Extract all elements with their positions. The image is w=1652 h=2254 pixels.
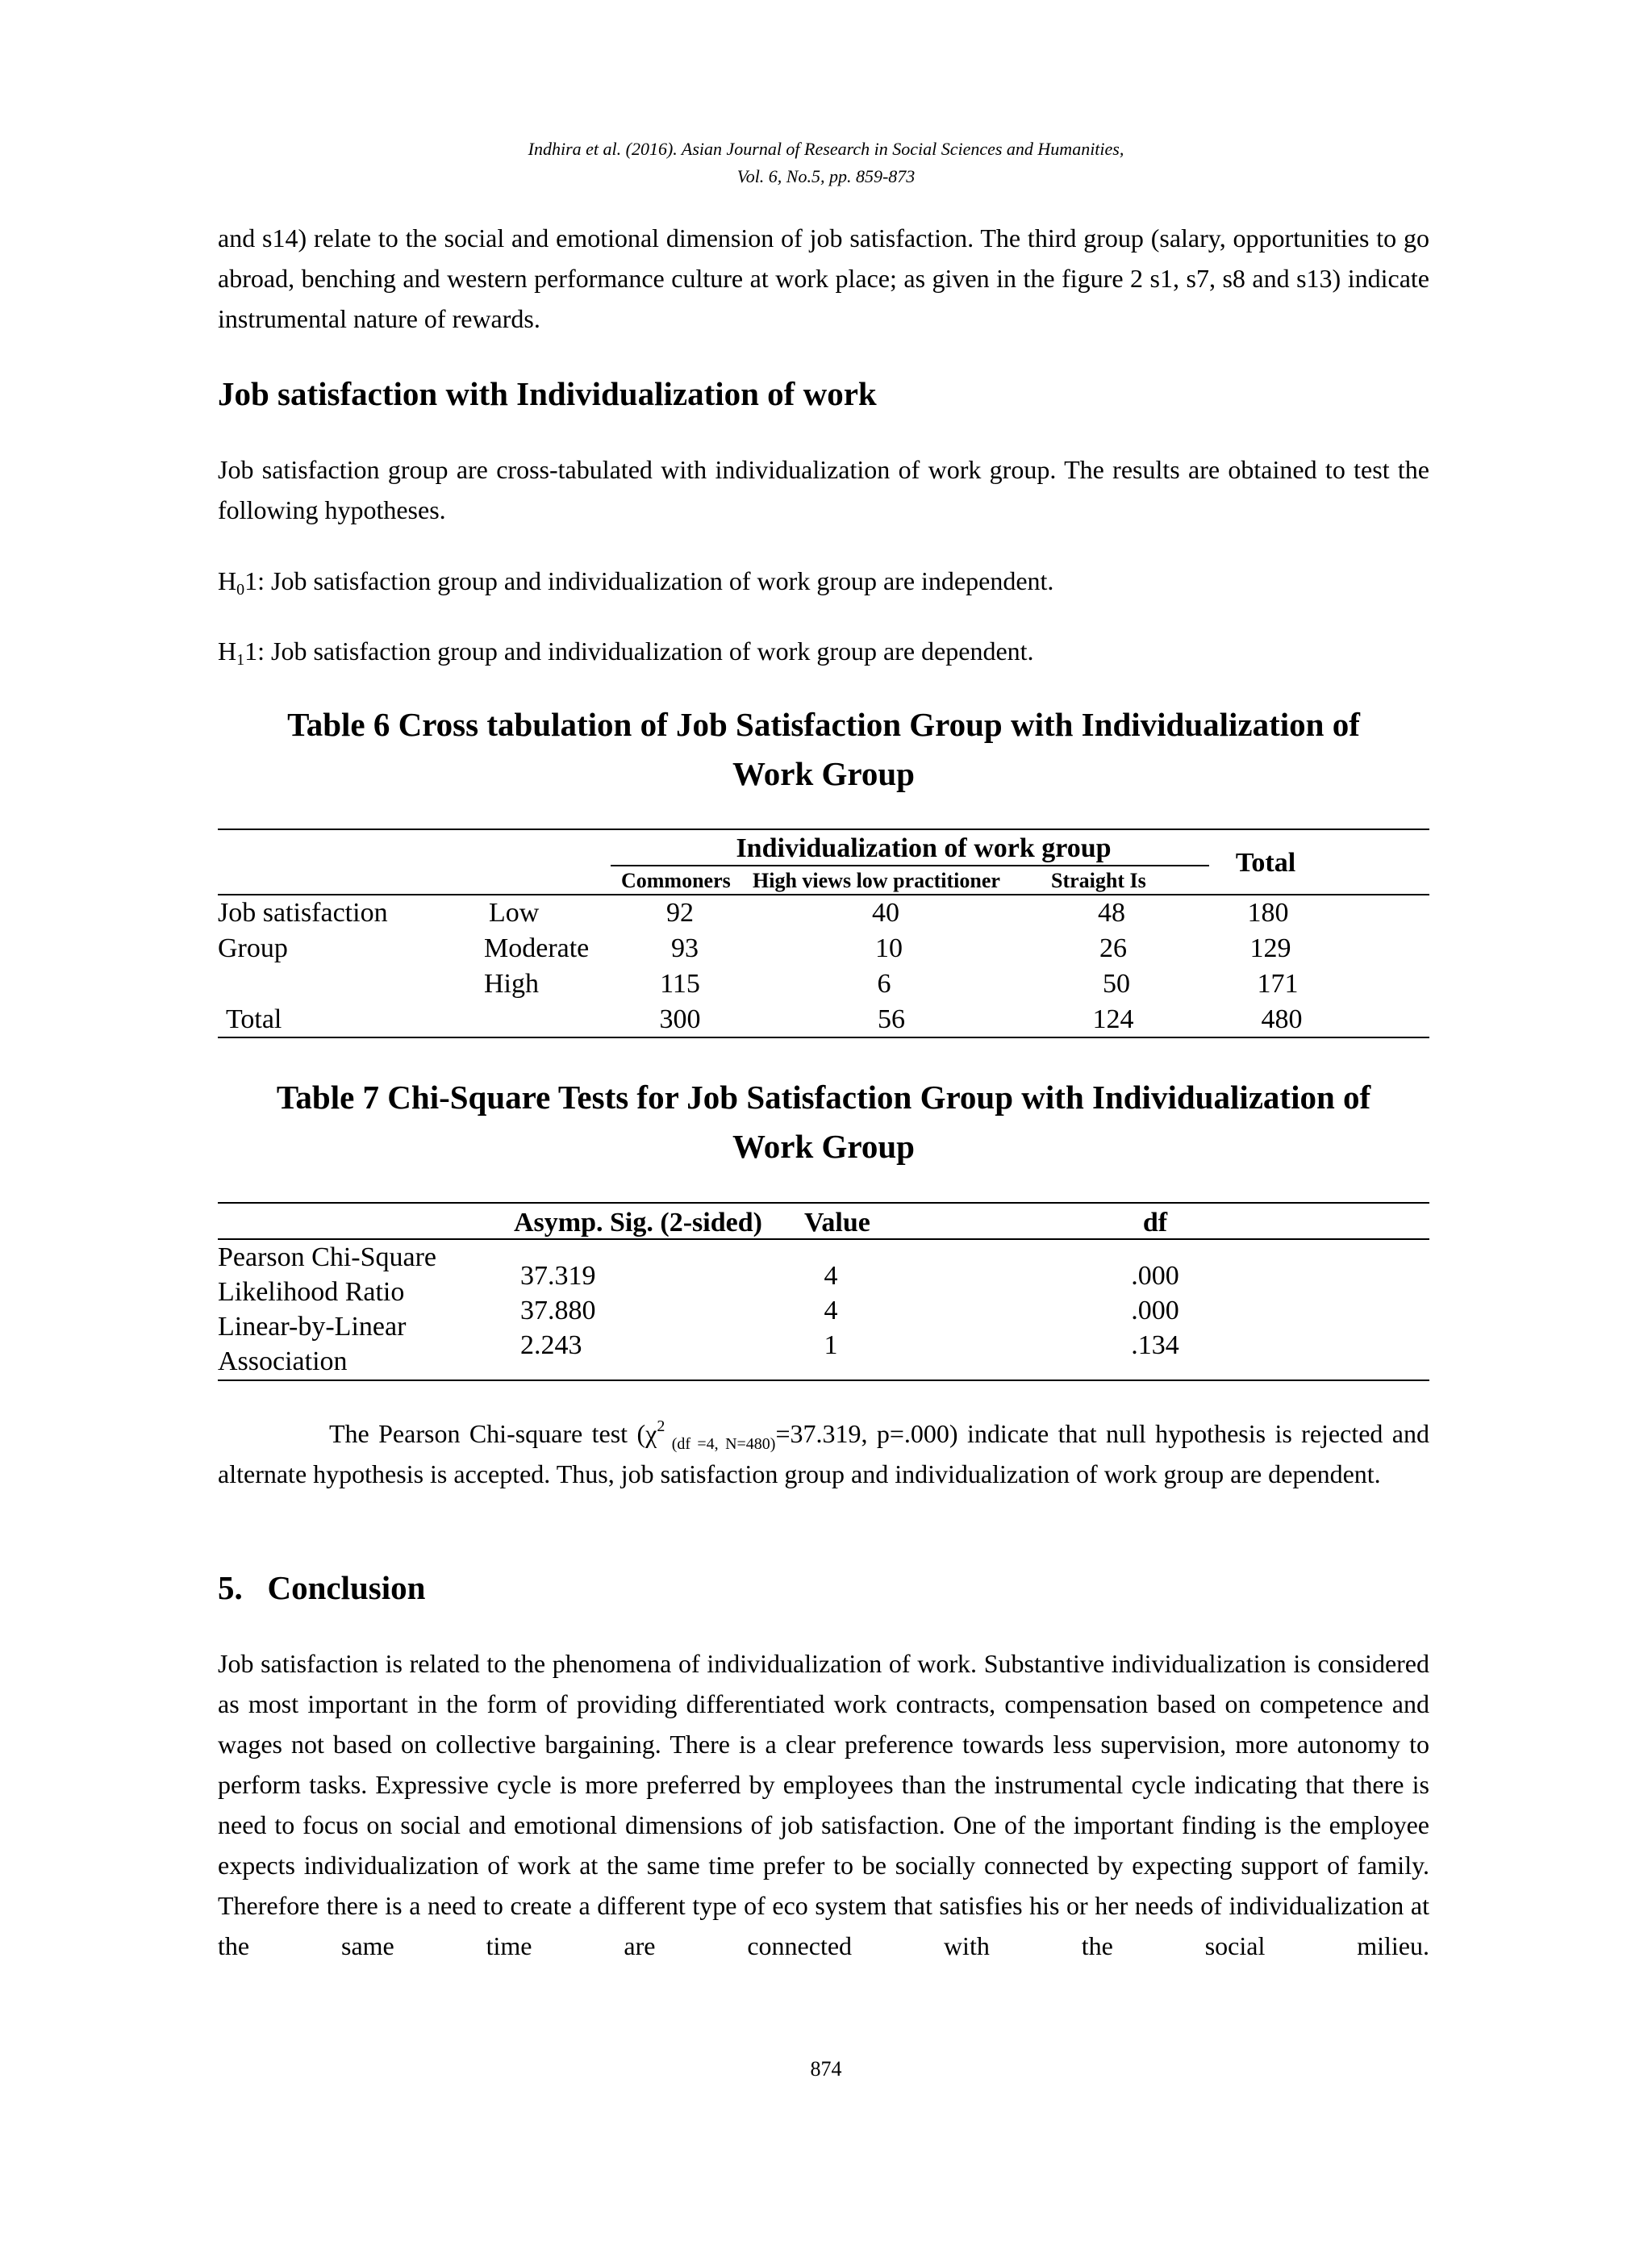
table7-header-df: df xyxy=(1142,1208,1168,1238)
h1-prefix: H xyxy=(218,637,237,666)
table6-row-label-line1: Job satisfaction xyxy=(218,898,388,928)
result-text-part2: =37.319, p=.000) indicate that null hypothesis is rejected and alternate hypothesis is accepted. Thus, job satisfaction group and individualization of work group are dependent. xyxy=(218,1419,1430,1488)
table7-cell: .134 xyxy=(1131,1330,1179,1360)
table6-level-moderate: Moderate xyxy=(484,933,590,963)
table7-header-value: Value xyxy=(804,1208,870,1238)
hypothesis-h1 xyxy=(218,631,1034,671)
table6-cell: 93 xyxy=(671,933,699,963)
running-header xyxy=(0,136,1652,190)
table7-caption-line2: Work Group xyxy=(732,1128,915,1165)
table6-cell: 92 xyxy=(666,898,694,928)
table6-top-rule xyxy=(218,829,1429,830)
table6-cell: 40 xyxy=(872,898,899,928)
h1-text: 1: Job satisfaction group and individualization of work group are dependent. xyxy=(244,637,1034,666)
table7-row-label: Pearson Chi-Square xyxy=(218,1242,437,1272)
table6-level-low: Low xyxy=(489,898,540,928)
table7-cell: 37.319 xyxy=(520,1261,596,1291)
table6-caption xyxy=(218,700,1429,799)
section-heading: Job satisfaction with Individualization of work xyxy=(218,375,877,412)
table6-cell: 115 xyxy=(660,969,700,999)
table6-subheader-straight: Straight Is xyxy=(1051,869,1146,892)
table7-row-label: Likelihood Ratio xyxy=(218,1277,405,1307)
hypothesis-h0 xyxy=(218,561,1053,601)
table7-header-asymp: Asymp. Sig. (2-sided) xyxy=(514,1208,762,1238)
table6-cell: 300 xyxy=(659,1004,701,1034)
table7-cell: .000 xyxy=(1131,1296,1179,1325)
page-number: 874 xyxy=(810,2057,842,2081)
conclusion-heading: 5. Conclusion xyxy=(218,1569,426,1606)
table7-cell: 2.243 xyxy=(520,1330,582,1360)
table7-caption-line1: Table 7 Chi-Square Tests for Job Satisfaction Group with Individualization of xyxy=(276,1079,1371,1116)
table6-bottom-rule xyxy=(218,1037,1429,1038)
table7-cell: 1 xyxy=(824,1330,838,1360)
table7-cell: 37.880 xyxy=(520,1296,596,1325)
table7-bottom-rule xyxy=(218,1380,1429,1381)
table6-cell: 10 xyxy=(875,933,903,963)
table6-cell: 48 xyxy=(1098,898,1125,928)
conclusion-paragraph: Job satisfaction is related to the phenomena of individualization of work. Substantive individualization is considered as most important in the form of providing differentiated work contracts, compensation based on competence and wages not based on collective bargaining. There is a clear preference towards less supervision, more autonomy to perform tasks. Expressive cycle is more preferred by employees than the instrumental cycle indicating that there is need to focus on social and emotional dimensions of job satisfaction. One of the important finding is the employee expects individualization of work at the same time prefer to be socially connected by expecting support of family. Therefore there is a need to create a different type of eco system that satisfies his or her needs of individualization at the same time are connected with the social milieu. xyxy=(218,1649,1429,1960)
table7-row-label: Association xyxy=(218,1346,348,1376)
table6-cell: 480 xyxy=(1261,1004,1303,1034)
table6-group-header: Individualization of work group xyxy=(736,833,1112,863)
intro-paragraph: and s14) relate to the social and emotional dimension of job satisfaction. The third group (salary, opportunities to go abroad, benching and western performance culture at work place; as given in the figure 2 s1, s7, s8 and s13) indicate instrumental nature of rewards. xyxy=(218,223,1429,333)
h0-text: 1: Job satisfaction group and individualization of work group are independent. xyxy=(244,566,1054,595)
table6-cell: 171 xyxy=(1257,969,1299,999)
table6-cell: 180 xyxy=(1247,898,1289,928)
table7-top-rule xyxy=(218,1202,1429,1204)
result-paragraph xyxy=(218,1413,1429,1494)
table6-caption-line1: Table 6 Cross tabulation of Job Satisfaction Group with Individualization of xyxy=(287,706,1360,743)
chi-square-subscript: (df =4, N=480) xyxy=(665,1435,776,1453)
table6-cell: 56 xyxy=(878,1004,905,1034)
result-text-part1: The Pearson Chi-square test (χ xyxy=(329,1419,657,1448)
table6-cell: 50 xyxy=(1103,969,1130,999)
table6-caption-line2: Work Group xyxy=(732,755,915,792)
table7-cell: 4 xyxy=(824,1261,838,1291)
table6-row-label-line2: Group xyxy=(218,933,288,963)
table7-row-label: Linear-by-Linear xyxy=(218,1312,407,1342)
table6-cell: 129 xyxy=(1249,933,1291,963)
table7-cell: 4 xyxy=(824,1296,838,1325)
table6-level-high: High xyxy=(484,969,539,999)
table6-subheader-commoners: Commoners xyxy=(621,869,731,892)
table6-total-header: Total xyxy=(1235,848,1296,878)
table6-total-row-label: Total xyxy=(226,1004,282,1034)
table6-subheader-high-views: High views low practitioner xyxy=(753,869,1000,892)
running-header-line1: Indhira et al. (2016). Asian Journal of Research in Social Sciences and Humanities, xyxy=(528,139,1124,159)
chi-square-superscript: 2 xyxy=(657,1417,665,1435)
table7-cell: .000 xyxy=(1131,1261,1179,1291)
h0-prefix: H xyxy=(218,566,237,595)
h0-subscript: 0 xyxy=(236,581,245,599)
table7-caption xyxy=(218,1073,1429,1171)
h1-subscript: 1 xyxy=(236,651,245,669)
table6-cell: 124 xyxy=(1092,1004,1134,1034)
table6-cell: 26 xyxy=(1099,933,1127,963)
table6-cell: 6 xyxy=(877,969,891,999)
running-header-line2: Vol. 6, No.5, pp. 859-873 xyxy=(736,166,916,186)
section-paragraph: Job satisfaction group are cross-tabulated with individualization of work group. The results are obtained to test the following hypotheses. xyxy=(218,455,1429,524)
